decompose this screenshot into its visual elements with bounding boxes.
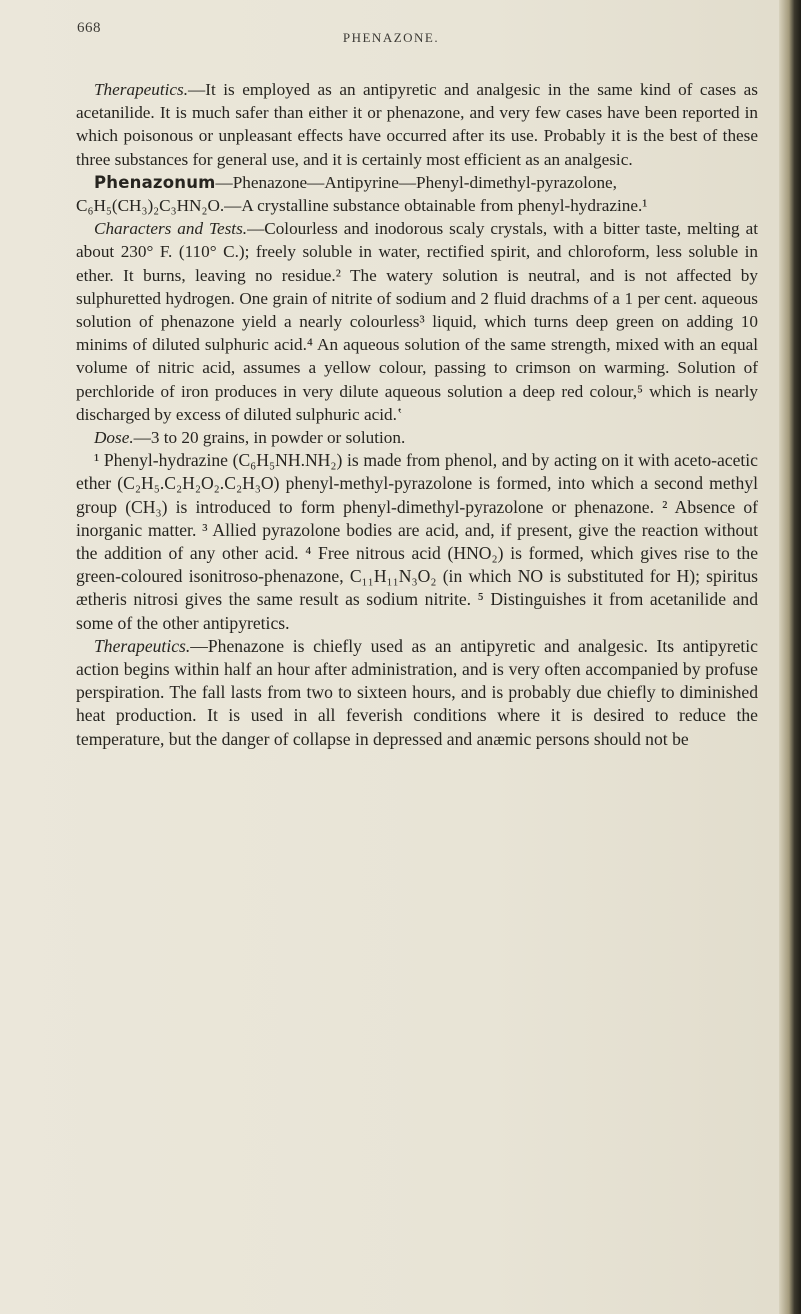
dose-runin: Dose. [94,428,134,448]
dose-paragraph [76,426,758,449]
phenazonum-heading: Phenazonum [94,172,216,192]
phenazone-therapeutics-runin: Therapeutics. [94,635,191,656]
page-binding-edge [779,0,801,1314]
therapeutics-paragraph [76,78,758,171]
phenazone-therapeutics-text: —Phenazone is chiefly used as an antipyretic and analgesic. Its antipyretic action begins within half an hour after administration, and is very often accompanied by profuse perspiration. The fall lasts from two to sixteen hours, and is probably due chiefly to diminished heat production. It is used in all feverish conditions where it is desired to reduce the temperature, but the danger of collapse in depressed and anæmic persons should not be [76,635,758,749]
running-head [0,0,801,60]
footnotes-paragraph [76,449,758,635]
therapeutics-text: —It is employed as an antipyretic and analgesic in the same kind of cases as acetanilide. It is much safer than either it or phenazone, and very few cases have been reported in which poisonous or unpleasant effects have occurred after its use. Probably it is the best of these three substances for general use, and it is certainly most efficient as an analgesic. [76,80,758,169]
running-title: PHENAZONE. [342,30,440,45]
notes-section [76,449,758,751]
body-text [76,78,758,751]
characters-tests-paragraph [76,217,758,426]
characters-tests-runin: Characters and Tests. [94,219,248,239]
footnotes-text: ¹ Phenyl-hydrazine (C₆H₅NH.NH₂) is made from phenol, and by acting on it with aceto-acetic ether (C₂H₅.C₂H₂O₂.C₂H₃O) phenyl-methyl-pyrazolone is formed, into which a second methyl group (CH₃) is introduced to form phenyl-dimethyl-pyrazolone or phenazone. ² Absence of inorganic matter. ³ Allied pyrazolone bodies are acid, and, if present, give the reaction without the addition of any other acid. ⁴ Free nitrous acid (HNO₂) is formed, which gives rise to the green-coloured isonitroso-phenazone, C₁₁H₁₁N₃O₂ (in which NO is substituted for H); spiritus ætheris nitrosi gives the same result as sodium nitrite. ⁵ Distinguishes it from acetanilide and some of the other antipyretics. [76,450,758,633]
characters-tests-text: —Colourless and inodorous scaly crystals, with a bitter taste, melting at about 230° F. (110° C.); freely soluble in water, rectified spirit, and chloroform, less soluble in ether. It burns, leaving no residue.² The watery solution is neutral, and is not affected by sulphuretted hydrogen. One grain of nitrite of sodium and 2 fluid drachms of a 1 per cent. aqueous solution of phenazone yield a nearly colourless³ liquid, which turns deep green on adding 10 minims of diluted sulphuric acid.⁴ An aqueous solution of the same strength, mixed with an equal volume of nitric acid, assumes a yellow colour, passing to crimson on warming. Solution of perchloride of iron produces in very dilute aqueous solution a deep red colour,⁵ which is nearly discharged by excess of diluted sulphuric acid.ʽ [76,219,758,424]
phenazonum-entry [76,171,758,217]
therapeutics-runin: Therapeutics. [94,80,189,99]
phenazonum-text: —Phenazone—Antipyrine—Phenyl-dimethyl-pyrazolone, C₆H₅(CH₃)₂C₃HN₂O.—A crystalline substance obtainable from phenyl-hydrazine.¹ [76,172,648,216]
page-number: 668 [77,20,101,36]
phenazone-therapeutics-paragraph [76,635,758,751]
dose-text: —3 to 20 grains, in powder or solution. [133,428,406,448]
